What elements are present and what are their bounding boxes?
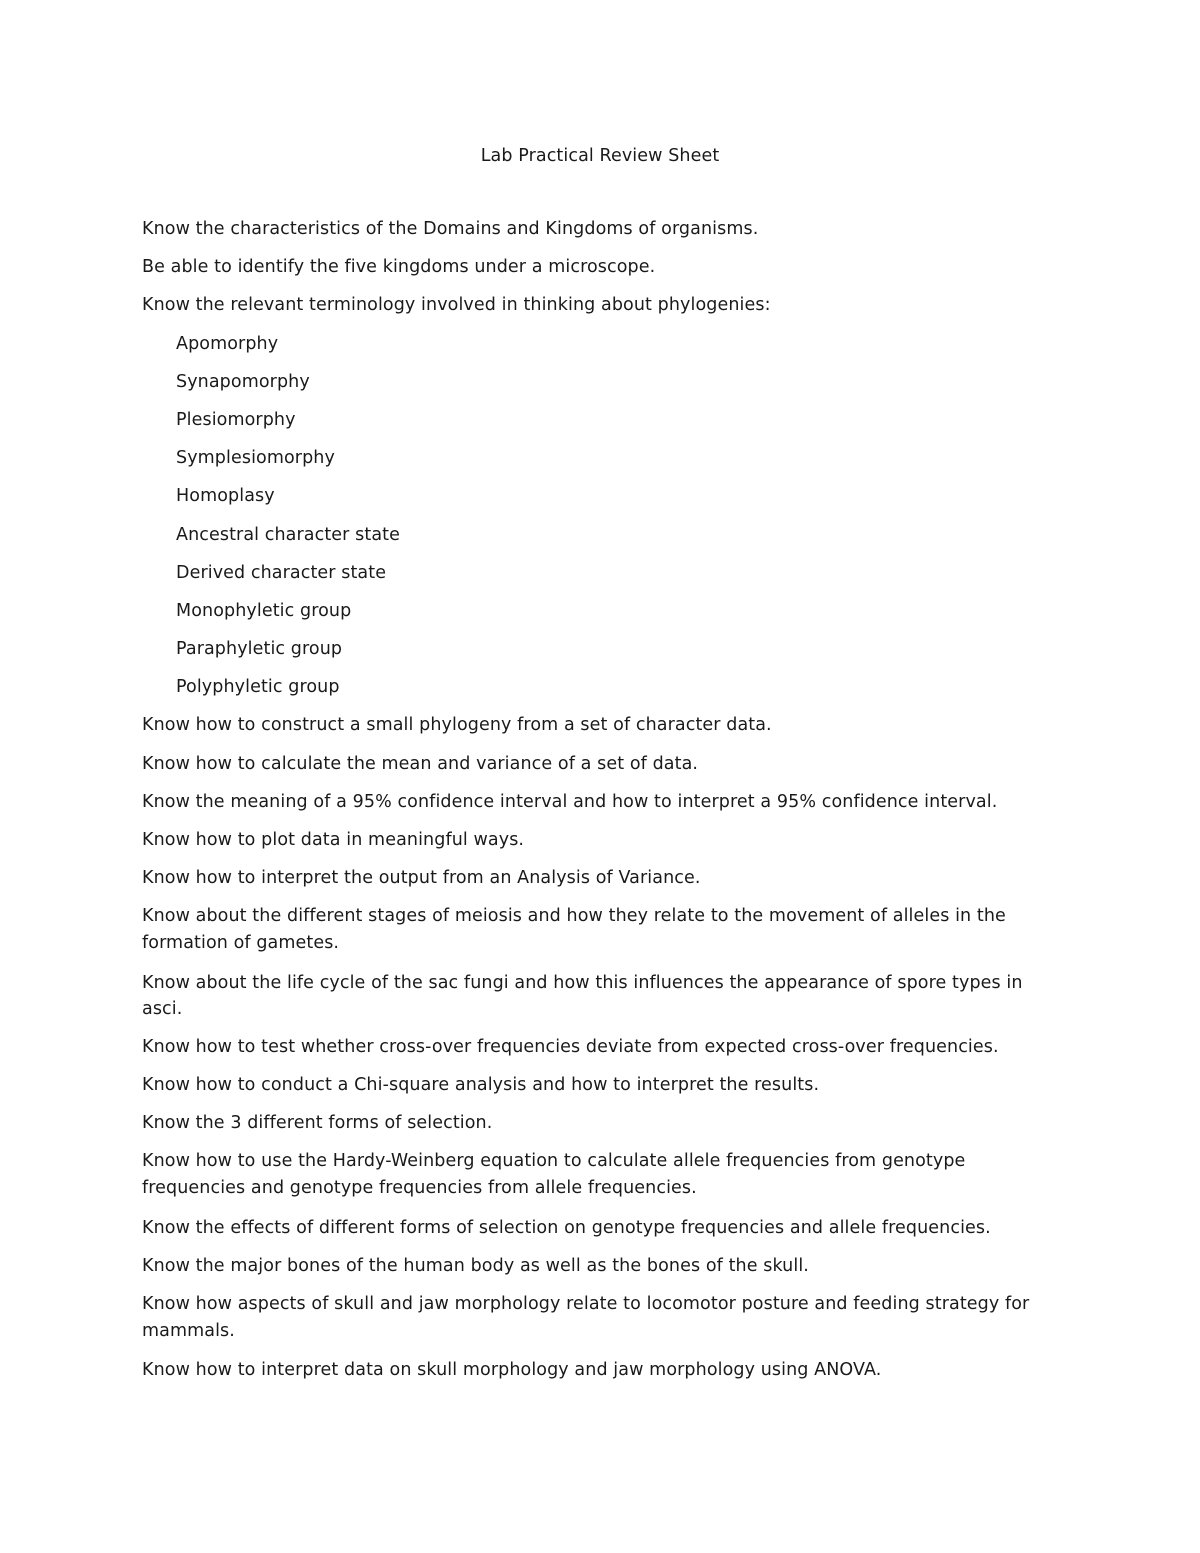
- term-item: Plesiomorphy: [176, 409, 296, 430]
- term-item: Symplesiomorphy: [176, 448, 335, 469]
- review-item: Know how aspects of skull and jaw morphology relate to locomotor posture and feeding strategy for mammals.: [142, 1293, 1030, 1341]
- review-item: Know the effects of different forms of selection on genotype frequencies and allele frequencies.: [142, 1217, 991, 1238]
- review-item: Know how to calculate the mean and variance of a set of data.: [142, 753, 699, 774]
- review-item: Know about the different stages of meiosis and how they relate to the movement of alleles in the formation of gametes.: [142, 906, 1006, 954]
- review-item: Know the meaning of a 95% confidence interval and how to interpret a 95% confidence interval.: [142, 791, 998, 812]
- review-item: Know how to interpret data on skull morphology and jaw morphology using ANOVA.: [142, 1360, 882, 1381]
- term-item: Synapomorphy: [176, 371, 310, 392]
- review-item: Know how to interpret the output from an Analysis of Variance.: [142, 868, 701, 889]
- review-item: Know the major bones of the human body as well as the bones of the skull.: [142, 1255, 809, 1276]
- review-item: Know the 3 different forms of selection.: [142, 1113, 493, 1134]
- intro-item: Know the relevant terminology involved in thinking about phylogenies:: [142, 295, 771, 316]
- terminology-list: [142, 331, 1062, 701]
- term-item: Monophyletic group: [176, 600, 352, 621]
- review-item: Know how to use the Hardy-Weinberg equation to calculate allele frequencies from genotype frequencies and genotype frequencies from allele frequencies.: [142, 1151, 966, 1199]
- term-item: Paraphyletic group: [176, 639, 343, 660]
- term-item: Polyphyletic group: [176, 677, 340, 698]
- term-item: Homoplasy: [176, 486, 275, 507]
- review-item: Know how to conduct a Chi-square analysis and how to interpret the results.: [142, 1074, 820, 1095]
- review-item: Know how to test whether cross-over frequencies deviate from expected cross-over frequencies.: [142, 1036, 999, 1057]
- review-item: Know how to plot data in meaningful ways.: [142, 830, 525, 850]
- term-item: Ancestral character state: [176, 524, 400, 545]
- term-item: Derived character state: [176, 562, 387, 583]
- review-item: Know about the life cycle of the sac fungi and how this influences the appearance of spore types in asci.: [142, 972, 1023, 1019]
- document-body: [142, 216, 1062, 1395]
- intro-item: Be able to identify the five kingdoms under a microscope.: [142, 257, 656, 278]
- intro-item: Know the characteristics of the Domains and Kingdoms of organisms.: [142, 219, 759, 239]
- document-title: Lab Practical Review Sheet: [480, 146, 720, 166]
- review-item: Know how to construct a small phylogeny from a set of character data.: [142, 715, 772, 736]
- term-item: Apomorphy: [176, 333, 279, 354]
